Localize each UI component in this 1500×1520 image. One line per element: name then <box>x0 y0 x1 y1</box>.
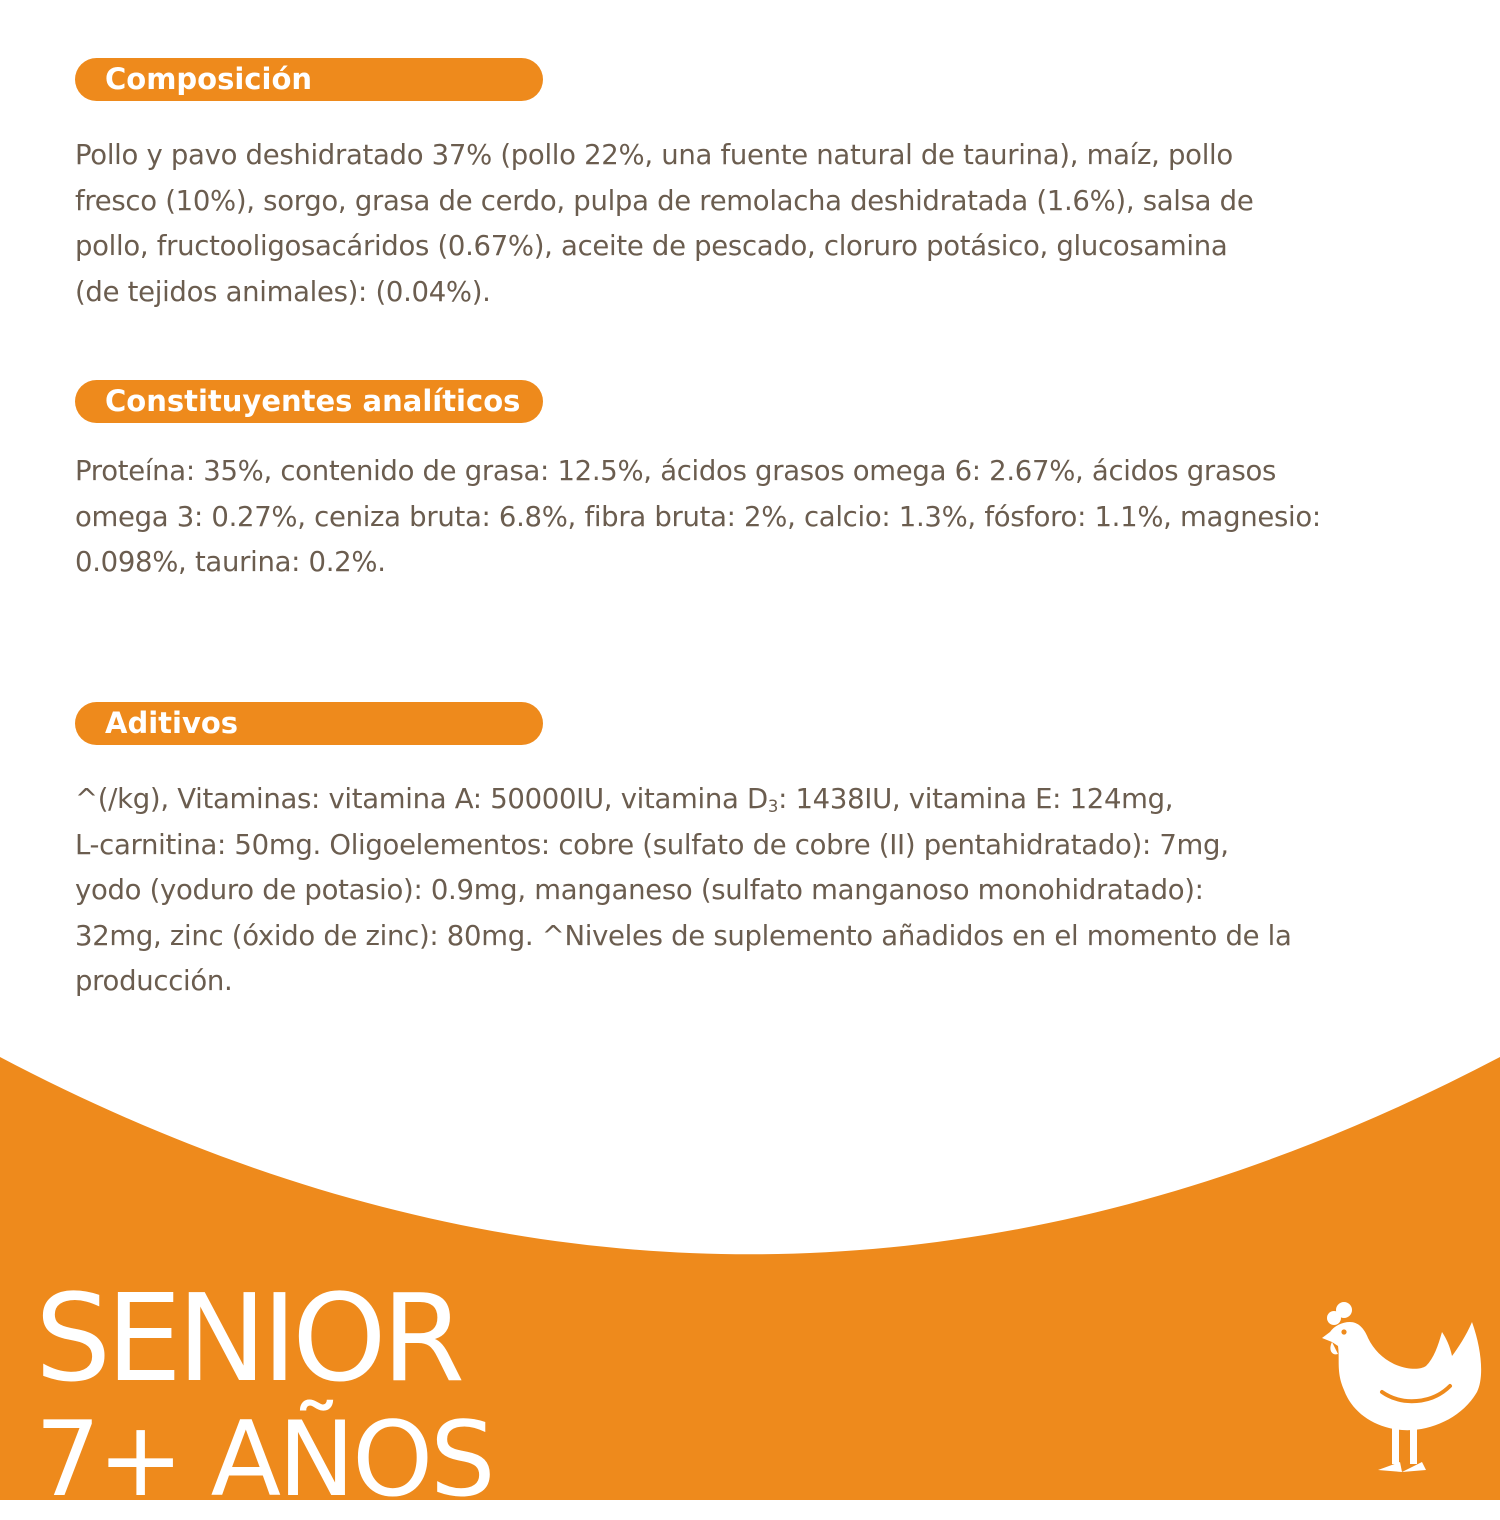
aditivos-line: producción. <box>75 965 233 997</box>
age-label: 7+ AÑOS <box>35 1400 493 1520</box>
composicion-line: fresco (10%), sorgo, grasa de cerdo, pulpa de remolacha deshidratada (1.6%), salsa de <box>75 184 1254 217</box>
composicion-line: pollo, fructooligosacáridos (0.67%), aceite de pescado, cloruro potásico, glucosamina <box>75 230 1228 262</box>
aditivos-heading: Aditivos <box>75 702 543 745</box>
aditivos-line: yodo (yoduro de potasio): 0.9mg, manganeso (sulfato manganoso monohidratado): <box>75 874 1204 906</box>
composicion-line: (de tejidos animales): (0.04%). <box>75 275 491 308</box>
aditivos-line-text: : 1438IU, vitamina E: 124mg, <box>778 783 1174 815</box>
constituyentes-line: omega 3: 0.27%, ceniza bruta: 6.8%, fibra bruta: 2%, calcio: 1.3%, fósforo: 1.1%, magnesio: <box>75 500 1321 533</box>
constituyentes-line: Proteína: 35%, contenido de grasa: 12.5%, ácidos grasos omega 6: 2.67%, ácidos grasos <box>75 455 1277 487</box>
composicion-line: Pollo y pavo deshidratado 37% (pollo 22%, una fuente natural de taurina), maíz, pollo <box>75 139 1233 171</box>
senior-headline: SENIOR <box>35 1270 460 1409</box>
composicion-heading: Composición <box>75 58 543 101</box>
vitamin-d-subscript: 3 <box>767 797 779 816</box>
composicion-text <box>75 133 1460 315</box>
constituyentes-text <box>75 449 1460 586</box>
aditivos-line: 32mg, zinc (óxido de zinc): 80mg. ^Niveles de suplemento añadidos en el momento de la <box>75 919 1292 952</box>
aditivos-line-text: ^(/kg), Vitaminas: vitamina A: 50000IU, vitamina D <box>75 783 768 815</box>
constituyentes-line: 0.098%, taurina: 0.2%. <box>75 546 386 578</box>
aditivos-line <box>75 777 1460 823</box>
aditivos-line: L-carnitina: 50mg. Oligoelementos: cobre (sulfato de cobre (II) pentahidratado): 7mg, <box>75 828 1229 861</box>
constituyentes-heading: Constituyentes analíticos <box>75 380 543 423</box>
chicken-icon <box>1322 1300 1487 1480</box>
aditivos-text <box>75 777 1460 1005</box>
